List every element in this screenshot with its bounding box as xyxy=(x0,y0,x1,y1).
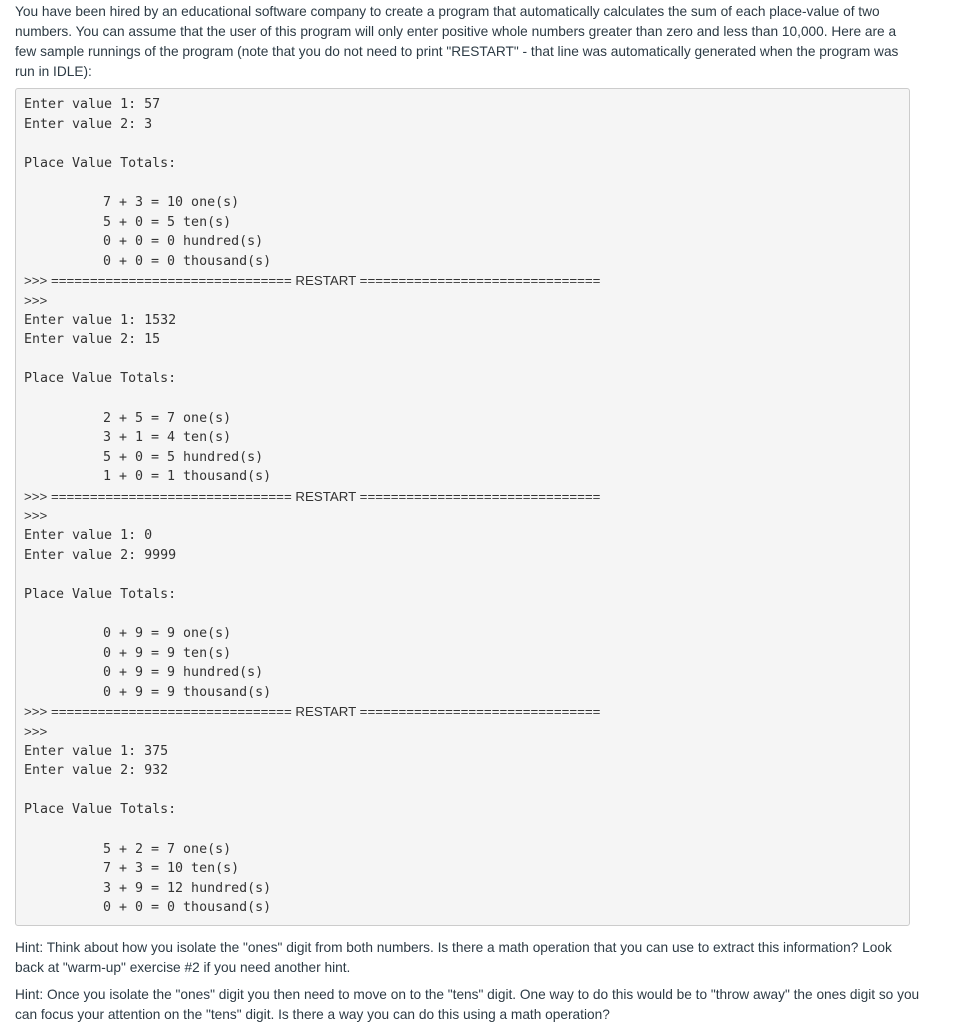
blank-line xyxy=(24,173,909,193)
intro-paragraph: You have been hired by an educational software company to create a program that automatically calculates the sum of each place-value of two numbers. You can assume that the user of this program will only enter positive whole numbers greater than zero and less than 10,000. Here are a few sample runnings of the program (note that you do not need to print "RESTART" - that line was automatically generated when the program was run in IDLE): xyxy=(15,4,899,79)
input-line: Enter value 1: 1532 xyxy=(24,312,177,328)
blank-line xyxy=(24,389,909,409)
prompt-line: >>> xyxy=(24,508,48,524)
restart-line: >>> =============================== RESTART =============================== xyxy=(24,704,601,720)
totals-heading-line: Place Value Totals: xyxy=(24,802,177,818)
place-value-line: 0 + 0 = 0 thousand(s) xyxy=(103,900,272,916)
input-line: Enter value 2: 15 xyxy=(24,332,161,348)
totals-heading-line: Place Value Totals: xyxy=(24,155,177,171)
place-value-line: 2 + 5 = 7 one(s) xyxy=(103,410,232,426)
code-lines xyxy=(24,95,909,918)
totals-heading-line: Place Value Totals: xyxy=(24,586,177,602)
input-line: Enter value 2: 3 xyxy=(24,116,153,132)
place-value-line: 5 + 0 = 5 ten(s) xyxy=(103,214,232,230)
input-line: Enter value 1: 57 xyxy=(24,97,161,112)
place-value-line: 0 + 9 = 9 one(s) xyxy=(103,626,232,642)
prompt-line: >>> xyxy=(24,292,48,308)
input-line: Enter value 2: 932 xyxy=(24,763,169,779)
blank-line xyxy=(24,134,909,154)
place-value-line: 3 + 9 = 12 hundred(s) xyxy=(103,880,272,896)
input-line: Enter value 1: 0 xyxy=(24,528,153,544)
input-line: Enter value 1: 375 xyxy=(24,743,169,759)
sample-output-block xyxy=(15,88,910,926)
place-value-line: 7 + 3 = 10 ten(s) xyxy=(103,861,240,877)
prompt-line: >>> xyxy=(24,724,48,739)
place-value-line: 0 + 9 = 9 hundred(s) xyxy=(103,665,264,681)
input-line: Enter value 2: 9999 xyxy=(24,547,177,563)
place-value-line: 0 + 0 = 0 hundred(s) xyxy=(103,234,264,250)
restart-line: >>> =============================== RESTART =============================== xyxy=(24,488,601,504)
hint-ones-digit: Hint: Think about how you isolate the "ones" digit from both numbers. Is there a math operation that you can use to extract this information? Look back at "warm-up" exercise #2 if you need another hint. xyxy=(15,940,892,975)
place-value-line: 0 + 9 = 9 thousand(s) xyxy=(103,684,272,700)
place-value-line: 7 + 3 = 10 one(s) xyxy=(103,194,240,210)
place-value-line: 0 + 9 = 9 ten(s) xyxy=(103,645,232,661)
blank-line xyxy=(24,820,909,840)
blank-line xyxy=(24,350,909,370)
place-value-line: 5 + 2 = 7 one(s) xyxy=(103,841,232,857)
place-value-line: 5 + 0 = 5 hundred(s) xyxy=(103,449,264,465)
totals-heading-line: Place Value Totals: xyxy=(24,371,177,387)
place-value-line: 1 + 0 = 1 thousand(s) xyxy=(103,469,272,485)
hint-tens-digit: Hint: Once you isolate the "ones" digit you then need to move on to the "tens" digit. One way to do this would be to "throw away" the ones digit so you can focus your attention on the "tens" digit. Is there a way you can do this using a math operation? xyxy=(15,987,920,1022)
restart-line: >>> =============================== RESTART =============================== xyxy=(24,273,601,289)
blank-line xyxy=(24,604,909,624)
place-value-line: 0 + 0 = 0 thousand(s) xyxy=(103,253,272,269)
blank-line xyxy=(24,565,909,585)
blank-line xyxy=(24,781,909,801)
place-value-line: 3 + 1 = 4 ten(s) xyxy=(103,430,232,446)
